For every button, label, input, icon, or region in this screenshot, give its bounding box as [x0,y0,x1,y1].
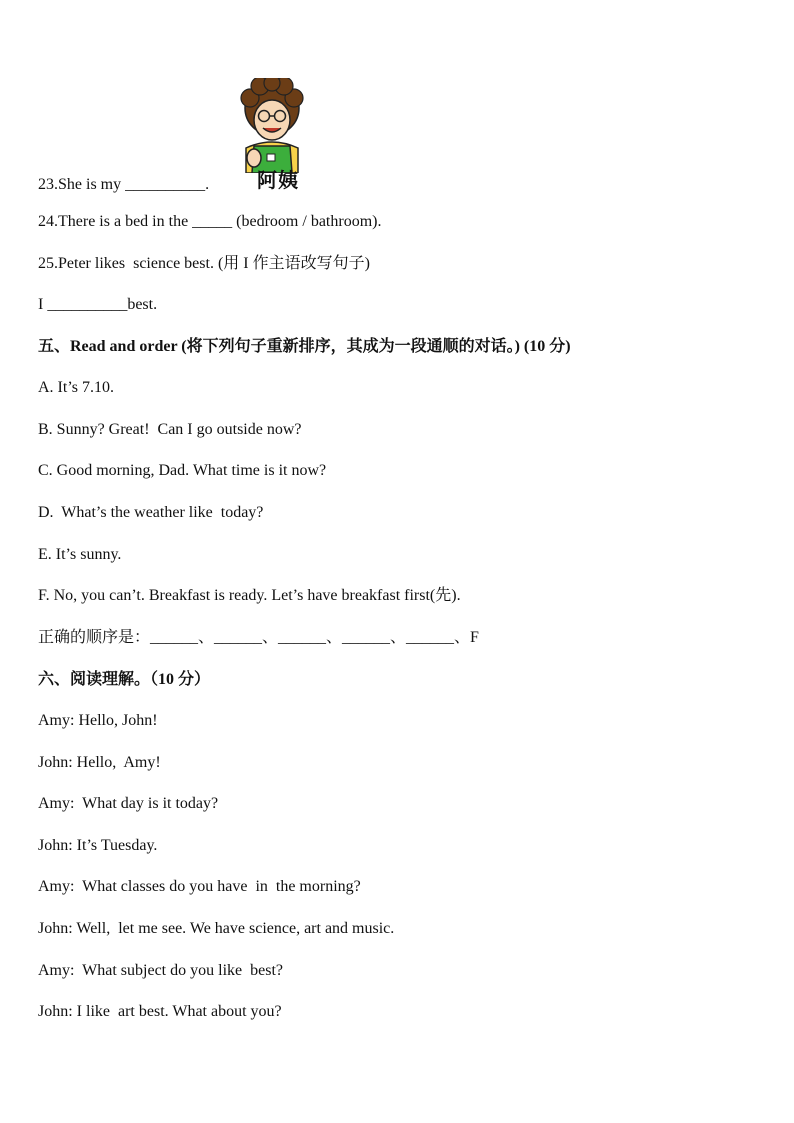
order-option-d: D. What’s the weather like today? [38,504,264,521]
question-25: 25.Peter likes science best. (用 I 作主语改写句子) [38,255,370,272]
order-option-a: A. It’s 7.10. [38,379,114,396]
dialogue-line: Amy: What day is it today? [38,795,219,812]
order-option-e: E. It’s sunny. [38,546,122,563]
section-5-heading: 五、Read and order (将下列句子重新排序，其成为一段通顺的对话。) (10 分) [38,338,571,355]
order-answer-line: 正确的顺序是：______、______、______、______、______、F [38,629,479,646]
order-option-b: B. Sunny? Great! Can I go outside now? [38,421,302,438]
question-24: 24.There is a bed in the _____ (bedroom / bathroom). [38,213,382,230]
question-25-answer: I __________best. [38,296,158,313]
dialogue-line: John: It’s Tuesday. [38,837,158,854]
figure-caption: 阿姨 [257,168,299,192]
order-option-f: F. No, you can’t. Breakfast is ready. Let’s have breakfast first(先). [38,587,461,604]
aunt-cartoon-icon [232,78,312,173]
dialogue-line: Amy: Hello, John! [38,712,158,729]
dialogue-line: John: Hello, Amy! [38,754,161,771]
dialogue-line: John: Well, let me see. We have science, art and music. [38,920,395,937]
dialogue-line: Amy: What subject do you like best? [38,962,283,979]
section-6-heading: 六、阅读理解。（10 分） [38,671,211,688]
question-23: 23.She is my __________. [38,176,210,193]
order-option-c: C. Good morning, Dad. What time is it now? [38,462,327,479]
dialogue-line: John: I like art best. What about you? [38,1003,282,1020]
dialogue-line: Amy: What classes do you have in the morning? [38,878,361,895]
